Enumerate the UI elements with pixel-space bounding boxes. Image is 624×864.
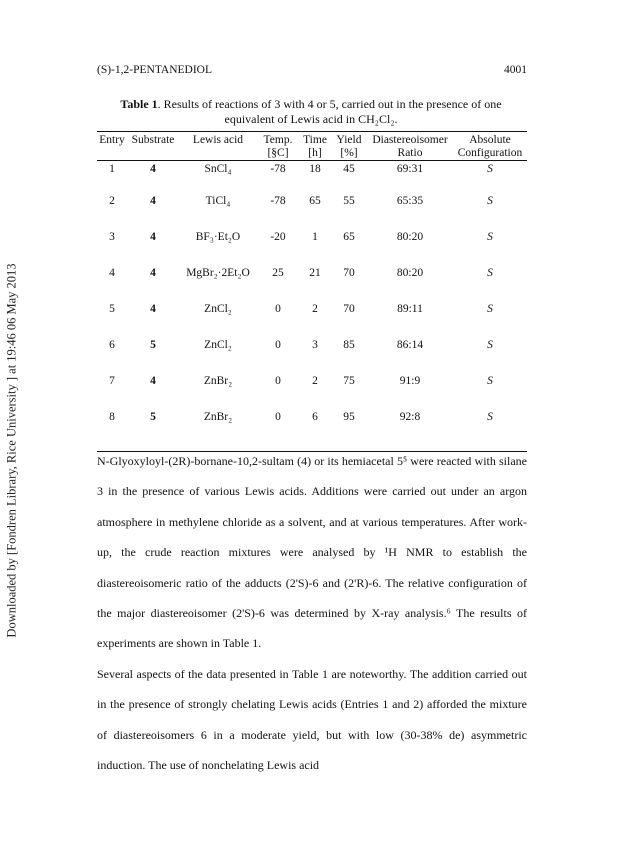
cell-entry: 3 (109, 231, 115, 243)
cell-temp: -78 (270, 195, 286, 207)
cell-substrate: 4 (150, 163, 156, 175)
cell-temp: 0 (275, 375, 281, 387)
table-header-units-row (97, 147, 527, 161)
paragraph-1: N-Glyoxyloyl-(2R)-bornane-10,2-sultam (4) or its hemiacetal 5⁵ were reacted with silane 3 in the presence of various Lewis acids. Additions were carried out under an argon atmosphere in methylene chloride as a solvent, and at various temperatures. After work-up, the crude reaction mixtures were analysed by ¹H NMR to establish the diastereoisomeric ratio of the adducts (2'S)-6 and (2'R)-6. The relative configuration of the major diastereoisomer (2'S)-6 was determined by X-ray analysis.⁶ The results of experiments are shown in Table 1. (97, 454, 527, 651)
header-time: Time (299, 132, 331, 147)
cell-entry: 5 (109, 303, 115, 315)
cell-ratio: 69:31 (396, 163, 424, 175)
cell-lewis-acid: ZnCl₂ (204, 303, 232, 315)
results-table-wrap (97, 131, 527, 452)
cell-yield: 75 (343, 375, 355, 387)
cell-substrate: 4 (150, 303, 156, 315)
page-number: 4001 (504, 64, 527, 76)
cell-config: S (487, 195, 493, 207)
cell-entry: 8 (109, 411, 115, 423)
cell-temp: 0 (275, 411, 281, 423)
cell-time: 2 (312, 375, 318, 387)
header-diastereoisomer: Diastereoisomer (367, 132, 453, 147)
header-entry: Entry (97, 132, 127, 147)
cell-temp: -78 (270, 163, 286, 175)
table-row (97, 335, 527, 371)
download-watermark (2, 200, 22, 700)
header-configuration: Configuration (453, 147, 527, 161)
table-row (97, 191, 527, 227)
cell-substrate: 5 (150, 411, 156, 423)
table-label: Table 1 (120, 97, 158, 111)
cell-lewis-acid: SnCl₄ (204, 163, 232, 175)
cell-substrate: 4 (150, 267, 156, 279)
cell-substrate: 4 (150, 231, 156, 243)
cell-time: 6 (312, 411, 318, 423)
cell-lewis-acid: ZnBr₂ (203, 375, 233, 387)
cell-entry: 2 (109, 195, 115, 207)
download-watermark-text: Downloaded by [Fondren Library, Rice University ] at 19:46 06 May 2013 (4, 262, 19, 638)
cell-ratio: 91:9 (399, 375, 421, 387)
cell-temp: 0 (275, 339, 281, 351)
table-row (97, 407, 527, 443)
header-ratio: Ratio (367, 147, 453, 161)
cell-lewis-acid: ZnBr₂ (203, 411, 233, 423)
table-row (97, 161, 527, 192)
table-row (97, 227, 527, 263)
cell-ratio: 89:11 (397, 303, 423, 315)
header-yield-unit: [%] (331, 147, 367, 161)
results-table (97, 131, 527, 443)
cell-time: 18 (309, 163, 321, 175)
cell-ratio: 80:20 (396, 267, 424, 279)
cell-entry: 1 (109, 163, 115, 175)
cell-config: S (487, 339, 493, 351)
cell-time: 3 (312, 339, 318, 351)
paragraph-2: Several aspects of the data presented in Table 1 are noteworthy. The addition carried out in the presence of strongly chelating Lewis acids (Entries 1 and 2) afforded the mixture of diastereoisomers 6 in a moderate yield, but with low (30-38% de) asymmetric induction. The use of nonchelating Lewis acid (97, 666, 527, 773)
table-caption-text: . Results of reactions of 3 with 4 or 5, carried out in the presence of one equivalent of Lewis acid in CH₂Cl₂. (157, 97, 502, 126)
cell-yield: 85 (343, 339, 355, 351)
cell-yield: 65 (343, 231, 355, 243)
cell-time: 2 (312, 303, 318, 315)
cell-substrate: 4 (150, 375, 156, 387)
table-body (97, 161, 527, 444)
header-yield: Yield (331, 132, 367, 147)
header-temp: Temp. (257, 132, 299, 147)
cell-lewis-acid: ZnCl₂ (204, 339, 232, 351)
cell-entry: 7 (109, 375, 115, 387)
body-text (97, 446, 527, 780)
cell-config: S (487, 303, 493, 315)
cell-yield: 55 (343, 195, 355, 207)
cell-lewis-acid: BF₃·Et₂O (195, 231, 241, 243)
table-row (97, 299, 527, 335)
header-temp-unit: [§C] (257, 147, 299, 161)
cell-yield: 70 (343, 267, 355, 279)
cell-ratio: 86:14 (396, 339, 424, 351)
cell-ratio: 65:35 (396, 195, 424, 207)
table-row (97, 263, 527, 299)
cell-entry: 6 (109, 339, 115, 351)
cell-substrate: 4 (150, 195, 156, 207)
cell-config: S (487, 231, 493, 243)
table-header-row (97, 132, 527, 147)
header-substrate: Substrate (127, 132, 179, 147)
cell-ratio: 92:8 (399, 411, 421, 423)
running-header (97, 64, 527, 76)
cell-temp: 0 (275, 303, 281, 315)
cell-time: 21 (309, 267, 321, 279)
cell-config: S (487, 163, 493, 175)
cell-config: S (487, 375, 493, 387)
cell-temp: -20 (270, 231, 286, 243)
cell-entry: 4 (109, 267, 115, 279)
header-absolute: Absolute (453, 132, 527, 147)
cell-yield: 45 (343, 163, 355, 175)
cell-substrate: 5 (150, 339, 156, 351)
table-row (97, 371, 527, 407)
cell-ratio: 80:20 (396, 231, 424, 243)
cell-time: 1 (312, 231, 318, 243)
cell-temp: 25 (272, 267, 284, 279)
cell-time: 65 (309, 195, 321, 207)
cell-lewis-acid: MgBr₂·2Et₂O (186, 267, 250, 279)
cell-config: S (487, 267, 493, 279)
header-lewis-acid: Lewis acid (179, 132, 257, 147)
table-caption (97, 97, 525, 127)
cell-yield: 70 (343, 303, 355, 315)
running-title: (S)-1,2-PENTANEDIOL (97, 64, 213, 76)
cell-yield: 95 (343, 411, 355, 423)
header-time-unit: [h] (299, 147, 331, 161)
cell-lewis-acid: TiCl₄ (205, 195, 231, 207)
cell-config: S (487, 411, 493, 423)
